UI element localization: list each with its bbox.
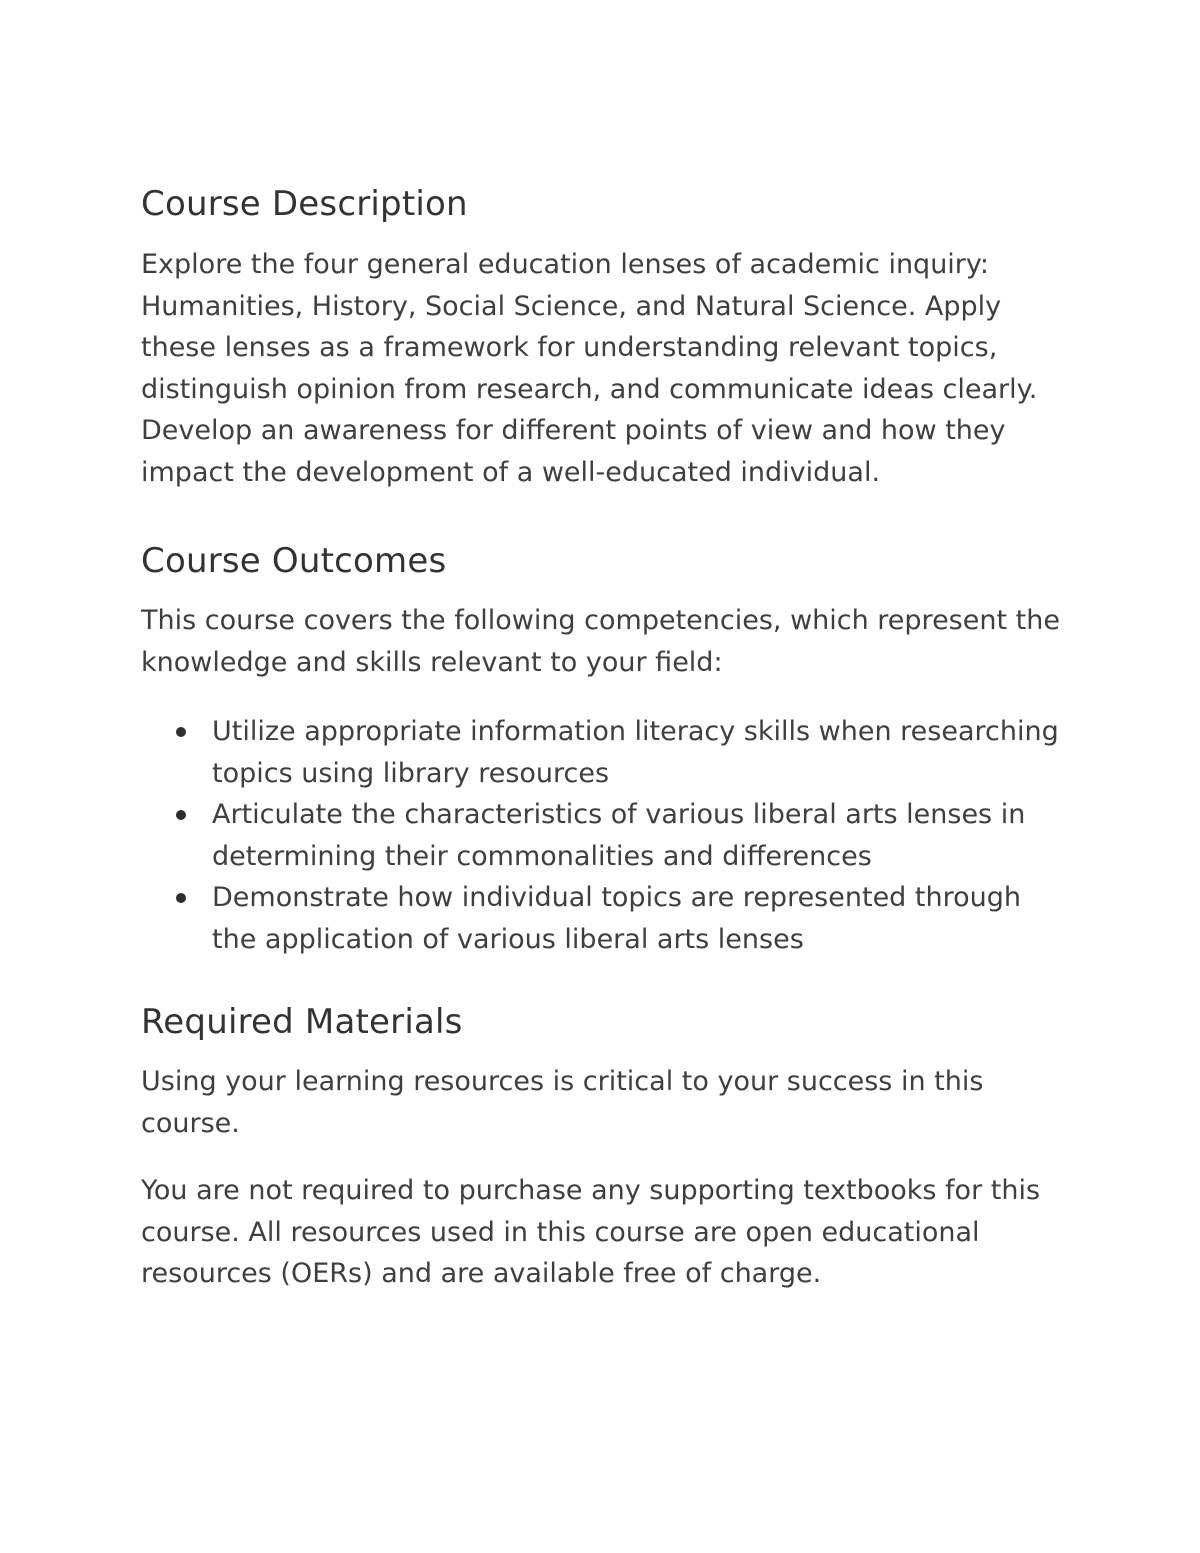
bullet-icon — [176, 893, 186, 903]
list-item-text: Utilize appropriate information literacy skills when researching topics using library resources — [212, 716, 1059, 789]
list-item — [141, 711, 1071, 794]
list-item — [141, 877, 1071, 960]
list-item — [141, 794, 1071, 877]
required-materials-paragraph-1: Using your learning resources is critical to your success in this course. — [141, 1066, 984, 1139]
course-outcomes-intro: This course covers the following competencies, which represent the knowledge and skills relevant to your field: — [141, 605, 1060, 678]
course-description-heading: Course Description — [141, 184, 468, 224]
course-description-body: Explore the four general education lenses of academic inquiry: Humanities, History, Social Science, and Natural Science. Apply these lenses as a framework for understanding relevant topics, distinguish opinion from research, and communicate ideas clearly. Develop an awareness for different points of view and how they impact the development of a well-educated individual. — [141, 249, 1038, 488]
course-outcomes-heading: Course Outcomes — [141, 541, 447, 581]
required-materials-paragraph-2: You are not required to purchase any supporting textbooks for this course. All resources used in this course are open educational resources (OERs) and are available free of charge. — [141, 1175, 1041, 1289]
document-page — [141, 182, 1071, 1295]
course-outcomes-section — [141, 539, 1071, 960]
bullet-icon — [176, 727, 186, 737]
bullet-icon — [176, 810, 186, 820]
course-outcomes-list — [141, 711, 1071, 960]
course-description-section — [141, 182, 1071, 493]
list-item-text: Demonstrate how individual topics are represented through the application of various liberal arts lenses — [212, 882, 1021, 955]
list-item-text: Articulate the characteristics of various liberal arts lenses in determining their commonalities and differences — [212, 799, 1026, 872]
required-materials-heading: Required Materials — [141, 1002, 463, 1042]
required-materials-section — [141, 1000, 1071, 1295]
